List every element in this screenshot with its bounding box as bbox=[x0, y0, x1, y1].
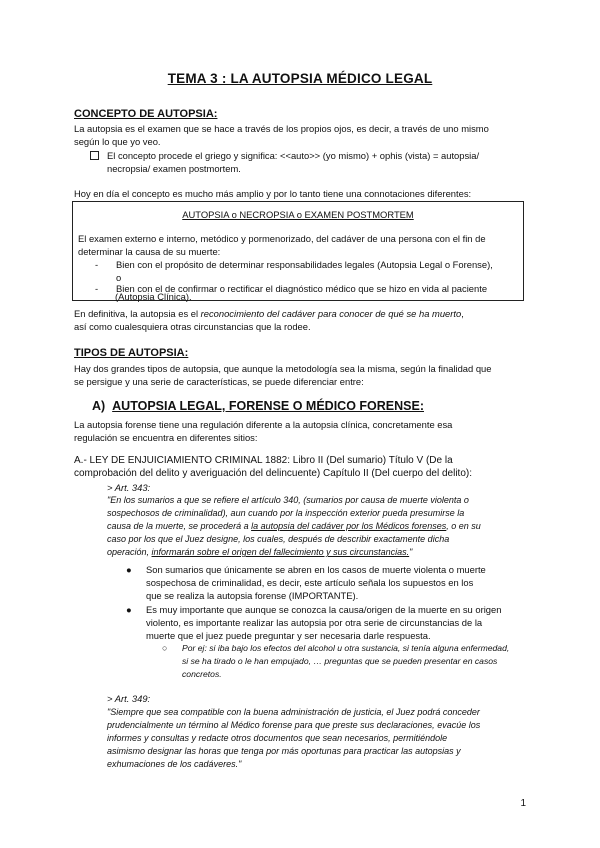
art349-quote-line2: prudencialmente un término al Médico forense para que preste sus declaraciones, evacúe los bbox=[107, 720, 481, 730]
quote-close: " bbox=[409, 547, 413, 557]
quote-underlined-a: la autopsia del cadáver por los Médicos forenses bbox=[251, 521, 447, 531]
bullet-dot-icon: ● bbox=[126, 604, 132, 615]
definitiva-line1 bbox=[74, 307, 534, 320]
definitiva-italic: reconocimiento del cadáver para conocer de qué se ha muerto bbox=[200, 308, 462, 319]
definition-box bbox=[72, 201, 524, 301]
art349-quote-line4: asimismo designar las horas que tenga por más oportunas para practicar las autopsias y bbox=[107, 746, 461, 756]
quote-text-c: operación, bbox=[107, 547, 152, 557]
box-item2-line1: Bien con el de confirmar o rectificar el diagnóstico médico que se hizo en vida al paciente bbox=[116, 283, 488, 294]
art349-label: > Art. 349: bbox=[107, 693, 151, 704]
checkbox-item bbox=[90, 149, 530, 162]
tipos-heading: TIPOS DE AUTOPSIA: bbox=[74, 347, 189, 359]
sub-line3: concretos. bbox=[182, 669, 222, 679]
box-item1-line1: Bien con el propósito de determinar responsabilidades legales (Autopsia Legal o Forense), bbox=[116, 259, 493, 270]
bullet-dot-icon: ● bbox=[126, 564, 132, 575]
lecrim-line2: comprobación del delito y averiguación del delincuente) Capítulo II (Del cuerpo del delito): bbox=[74, 468, 473, 479]
sub-line2: si se ha tirado o le han empujado, … preguntas que se pueden presentar en casos bbox=[182, 656, 498, 666]
concepto-para-line2: según lo que yo veo. bbox=[74, 136, 161, 147]
lecrim-line1: A.- LEY DE ENJUICIAMIENTO CRIMINAL 1882: Libro II (Del sumario) Título V (De la bbox=[74, 455, 453, 466]
box-item1-dash: - bbox=[95, 259, 99, 270]
box-item2-dash: - bbox=[95, 283, 99, 294]
section-a-para-line2: regulación se encuentra en diferentes sitios: bbox=[74, 432, 258, 443]
art343-quote-line2: sospechosos de criminalidad), aun cuando por la inspección exterior pueda presumirse la bbox=[107, 508, 465, 518]
art343-quote-line1: "En los sumarios a que se refiere el artículo 340, (sumarios por causa de muerte violenta o bbox=[107, 495, 469, 505]
box-text-line1: El examen externo e interno, metódico y pormenorizado, del cadáver de una persona con el fin de bbox=[78, 233, 486, 244]
bullet-circle-icon: ○ bbox=[162, 643, 168, 653]
quote-text-a: causa de la muerte, se procederá a bbox=[107, 521, 252, 531]
section-a-title: AUTOPSIA LEGAL, FORENSE O MÉDICO FORENSE: bbox=[112, 399, 424, 413]
art349-quote-line1: "Siempre que sea compatible con la buena administración de justicia, el Juez podrá conceder bbox=[107, 707, 480, 717]
checkbox-item-line1: El concepto procede el griego y significa: <<auto>> (yo mismo) + ophis (vista) = autopsia/ bbox=[107, 150, 480, 161]
definitiva-line2: así como cualesquiera otras circunstancias que la rodee. bbox=[74, 321, 311, 332]
bullet1-line3: que se realiza la autopsia forense (IMPORTANTE). bbox=[146, 590, 359, 601]
quote-text-b: , o en su bbox=[446, 521, 481, 531]
art343-quote-line4: caso por los que el Juez designe, los cuales, después de describir exactamente dicha bbox=[107, 534, 450, 544]
box-item2-line2: (Autopsia Clínica). bbox=[115, 291, 192, 302]
tipos-para-line1: Hay dos grandes tipos de autopsia, que aunque la metodología sea la misma, según la finalidad que bbox=[74, 363, 492, 374]
checkbox-bullet-icon bbox=[90, 151, 99, 160]
definition-box-title: AUTOPSIA o NECROPSIA o EXAMEN POSTMORTEM bbox=[182, 209, 414, 220]
definitiva-tail: , bbox=[461, 308, 464, 319]
section-a-letter: A) bbox=[92, 399, 106, 413]
concepto-para-line1: La autopsia es el examen que se hace a través de los propios ojos, es decir, a través de uno mismo bbox=[74, 123, 489, 134]
art343-quote-line5 bbox=[107, 546, 532, 559]
page-number: 1 bbox=[520, 798, 526, 809]
bullet1-line1: Son sumarios que únicamente se abren en los casos de muerte violenta o muerte bbox=[146, 564, 486, 575]
bullet2-line3: muerte que el juez puede preguntar y ser necesaria darle respuesta. bbox=[146, 630, 431, 641]
bullet2-line1: Es muy importante que aunque se conozca la causa/origen de la muerte en su origen bbox=[146, 604, 502, 615]
art349-quote-line5: exhumaciones de los cadáveres." bbox=[107, 759, 242, 769]
bullet2-line2: violento, es importante realizar las autopsia por otra serie de circunstancias de la bbox=[146, 617, 483, 628]
quote-underlined-b: informarán sobre el origen del fallecimiento y sus circunstancias. bbox=[151, 547, 410, 557]
section-a-heading bbox=[92, 400, 424, 413]
sub-line1: Por ej: si iba bajo los efectos del alcohol u otra sustancia, si tenía alguna enfermedad, bbox=[182, 643, 510, 653]
concepto-heading: CONCEPTO DE AUTOPSIA: bbox=[74, 108, 218, 120]
art343-label: > Art. 343: bbox=[107, 482, 151, 493]
tipos-para-line2: se persigue y una serie de características, se puede diferenciar entre: bbox=[74, 376, 364, 387]
page-title: TEMA 3 : LA AUTOPSIA MÉDICO LEGAL bbox=[167, 71, 433, 86]
art343-quote-line3 bbox=[107, 520, 532, 533]
checkbox-item-line2: necropsia/ examen postmortem. bbox=[107, 163, 241, 174]
art349-quote-line3: informes y consultas y redacte otros documentos que sean necesarios, permitiéndole bbox=[107, 733, 448, 743]
section-a-para-line1: La autopsia forense tiene una regulación diferente a la autopsia clínica, concretamente esa bbox=[74, 419, 453, 430]
box-text-line2: determinar la causa de su muerte: bbox=[78, 246, 221, 257]
box-item1-line2: o bbox=[116, 272, 122, 283]
definitiva-lead: En definitiva, la autopsia es el bbox=[74, 308, 201, 319]
bullet1-line2: sospechosa de criminalidad, es decir, este artículo señala los supuestos en los bbox=[146, 577, 474, 588]
concepto-hoy: Hoy en día el concepto es mucho más amplio y por lo tanto tiene una connotaciones diferentes: bbox=[74, 188, 472, 199]
